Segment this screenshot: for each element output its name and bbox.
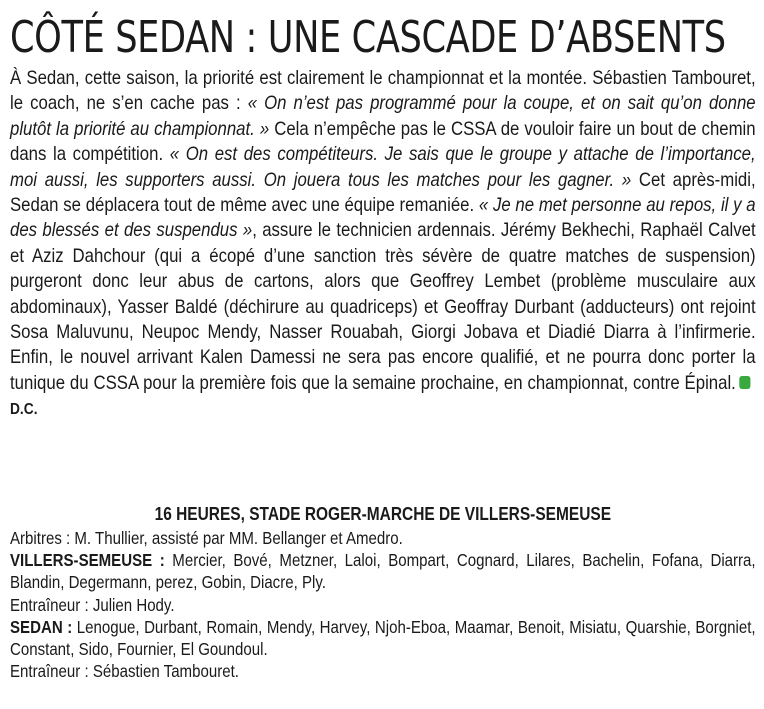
- team2-label: SEDAN :: [10, 616, 73, 637]
- match-title: 16 HEURES, STADE ROGER-MARCHE DE VILLERS-SEMEUSE: [154, 504, 612, 524]
- quote-run: « On est des compétiteurs. Je sais que le groupe y attache de l’importance, moi aussi, les supporters aussi. On jouera tous les matches pour les gagner. »: [10, 143, 756, 191]
- team1-label: VILLERS-SEMEUSE :: [10, 550, 165, 571]
- headline: CÔTÉ SEDAN : UNE CASCADE D’ABSENTS: [10, 12, 726, 63]
- team1-lineup: [10, 549, 756, 593]
- text-run: , assure le technicien ardennais. Jérémy Bekhechi, Raphaël Calvet et Aziz Dahchour (qui a écopé d’une sanction très sévère de quatre matches de suspension) purgeront donc leur abus de cartons, alors que Geoffrey Lembet (problème musculaire aux abdominaux), Yasser Baldé (déchirure au quadriceps) et Geoffray Durbant (adducteurs) ont rejoint Sosa Maluvunu, Neupoc Mendy, Nasser Rouabah, Giorgi Jobava et Diadié Diarra à l’infirmerie. Enfin, le nouvel arrivant Kalen Damessi ne sera pas encore qualifié, et ne pourra donc porter la tunique du CSSA pour la première fois que la semaine prochaine, en championnat, contre Épinal.: [10, 219, 756, 394]
- quote-run: « On n’est pas programmé pour la coupe, et on sait qu’on donne plutôt la priorité au championnat. »: [10, 92, 756, 140]
- article-paragraph: [10, 66, 756, 423]
- team2-lineup: [10, 616, 756, 660]
- text-run: Cela n’empêche pas le CSSA de vouloir faire un bout de chemin dans la compétition.: [10, 117, 756, 166]
- team2-coach: Entraîneur : Sébastien Tambouret.: [10, 661, 239, 682]
- text-run: À Sedan, cette saison, la priorité est clairement le championnat et la montée. Sébastien Tambouret, le coach, ne s’en cache pas :: [10, 67, 756, 115]
- referees: Arbitres : M. Thullier, assisté par MM. Bellanger et Amedro.: [10, 528, 403, 548]
- article-page: [10, 0, 756, 682]
- team1-coach: Entraîneur : Julien Hody.: [10, 594, 175, 615]
- team1-players: Mercier, Bové, Metzner, Laloi, Bompart, Cognard, Lilares, Bachelin, Fofana, Diarra, Blandin, Degermann, perez, Gobin, Diacre, Ply.: [10, 550, 756, 593]
- match-sheet: [10, 502, 756, 682]
- byline: D.C.: [10, 401, 38, 419]
- text-run: Cet après-midi, Sedan se déplacera tout de même avec une équipe remaniée.: [10, 168, 756, 217]
- end-square-icon: [739, 376, 750, 389]
- article-body: [10, 66, 756, 423]
- team2-players: Lenogue, Durbant, Romain, Mendy, Harvey, Njoh-Eboa, Maamar, Benoit, Misiatu, Quarshie, Borgniet, Constant, Sido, Fournier, El Goundoul.: [10, 616, 756, 660]
- quote-run: « Je ne met personne au repos, il y a des blessés et des suspendus »: [10, 194, 756, 242]
